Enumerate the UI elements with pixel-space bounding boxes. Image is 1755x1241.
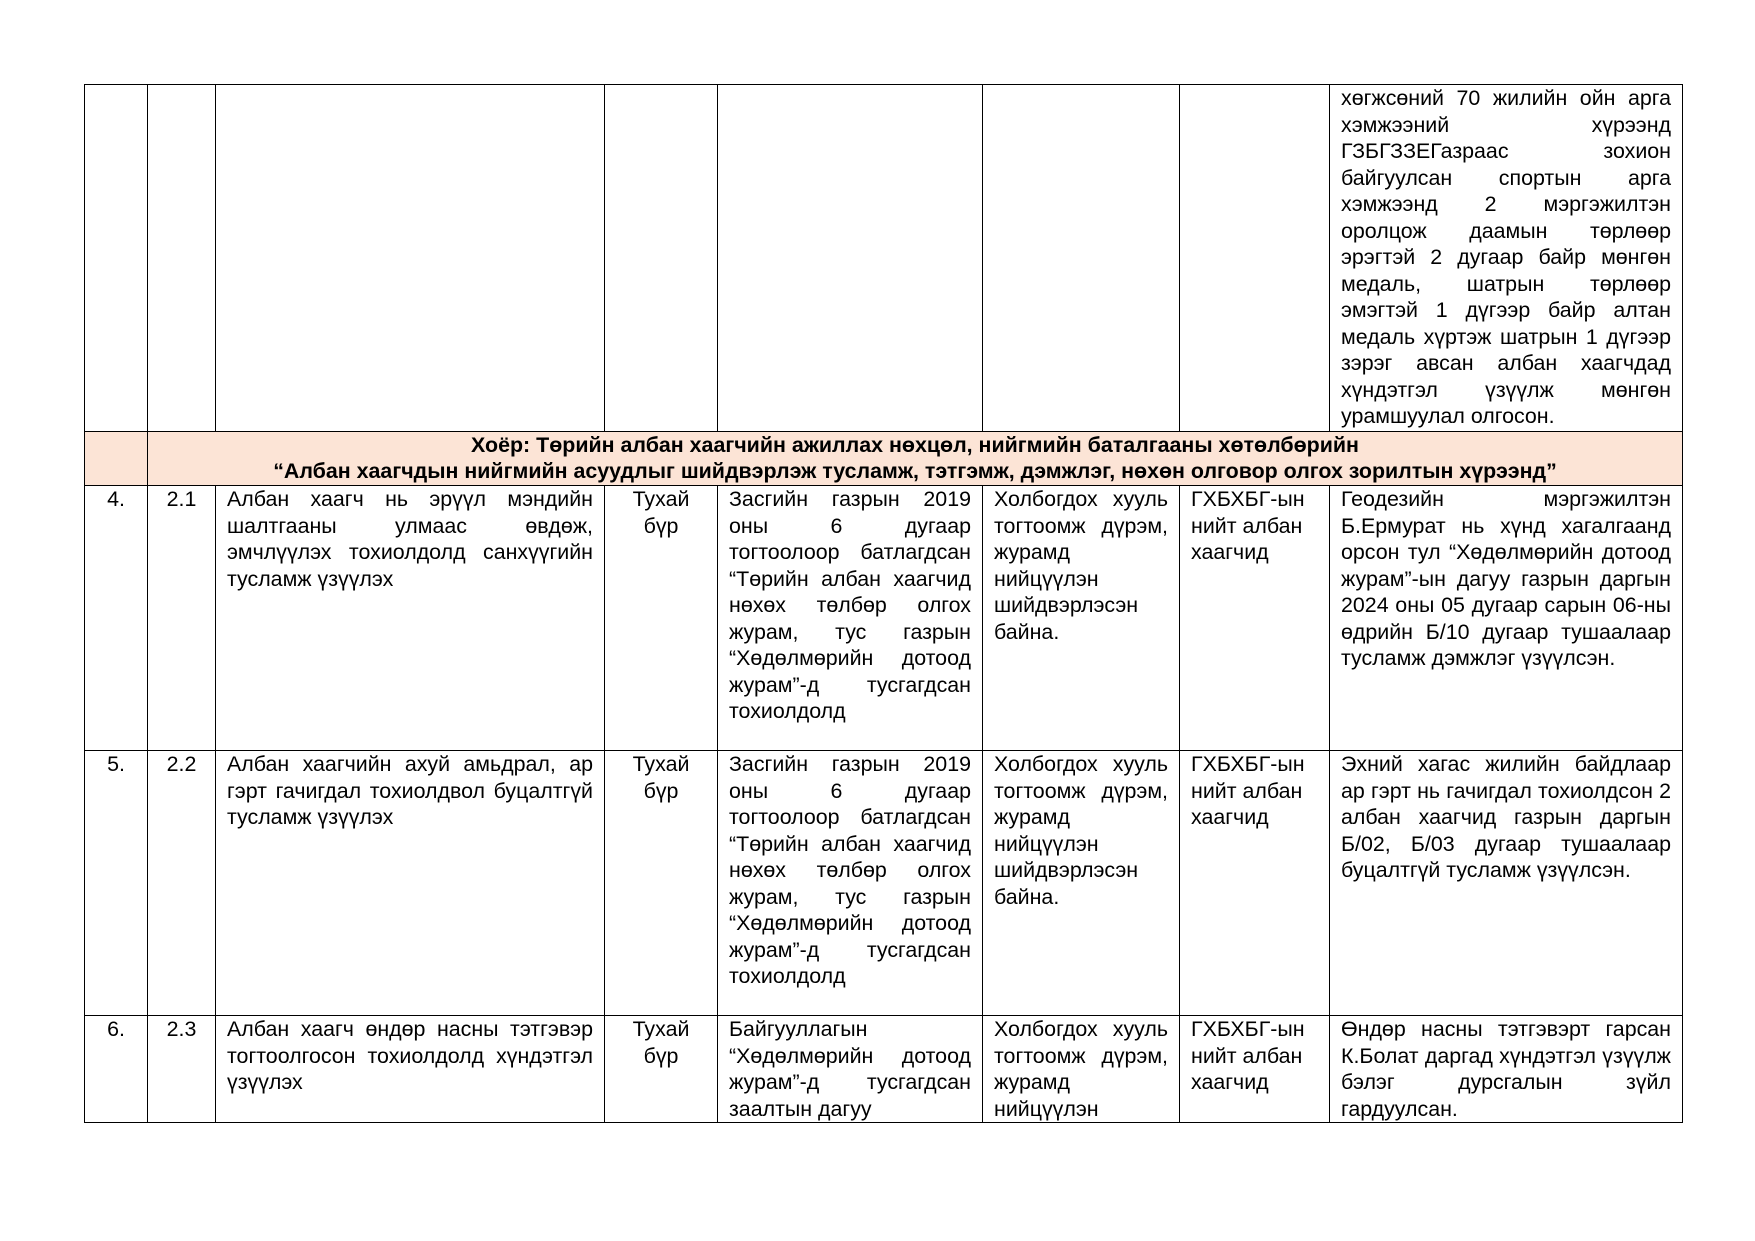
indicator-cell: Холбогдох хууль тогтоомж дүрэм, журамд нийцүүлэн шийдвэрлэсэн байна. (983, 486, 1180, 751)
activity-cell: Албан хаагч өндөр насны тэтгэвэр тогтоолгосон тохиолдолд хүндэтгэл үзүүлэх (216, 1016, 605, 1123)
indicator-cell: Холбогдох хууль тогтоомж дүрэм, журамд нийцүүлэн (983, 1016, 1180, 1123)
responsible-cell: ГХБХБГ-ын нийт албан хаагчид (1180, 486, 1330, 751)
basis-cell (718, 85, 983, 432)
basis-cell: Засгийн газрын 2019 оны 6 дугаар тогтоолоор батлагдсан “Төрийн албан хаагчид нөхөх төлбөр олгох журам, тус газрын “Хөдөлмөрийн дотоод журам”-д тусгагдсан тохиолдолд (718, 751, 983, 1016)
plan-report-table (84, 84, 1683, 1123)
indicator-cell (983, 85, 1180, 432)
section-title-line2: “Албан хаагчдын нийгмийн асуудлыг шийдвэрлэж тусламж, тэтгэмж, дэмжлэг, нөхөн олговор олгох зорилтын хүрээнд” (273, 459, 1557, 483)
period-cell (605, 85, 718, 432)
num-cell: 4. (85, 486, 148, 751)
table-row (85, 1016, 1683, 1123)
section-blank-cell (85, 432, 148, 486)
code-cell: 2.2 (148, 751, 216, 1016)
indicator-cell: Холбогдох хууль тогтоомж дүрэм, журамд нийцүүлэн шийдвэрлэсэн байна. (983, 751, 1180, 1016)
num-cell: 6. (85, 1016, 148, 1123)
result-cell: Геодезийн мэргэжилтэн Б.Ермурат нь хүнд хагалгаанд орсон тул “Хөдөлмөрийн дотоод журам”-ын дагуу газрын даргын 2024 оны 05 дугаар сарын 06-ны өдрийн Б/10 дугаар тушаалаар тусламж дэмжлэг үзүүлсэн. (1330, 486, 1683, 751)
period-cell: Тухай бүр (605, 1016, 718, 1123)
result-cell: Эхний хагас жилийн байдлаар ар гэрт нь гачигдал тохиолдсон 2 албан хаагчид газрын даргын Б/02, Б/03 дугаар тушаалаар буцалтгүй тусламж үзүүлсэн. (1330, 751, 1683, 1016)
num-cell (85, 85, 148, 432)
num-cell: 5. (85, 751, 148, 1016)
activity-cell: Албан хаагч нь эрүүл мэндийн шалтгааны улмаас өвдөж, эмчлүүлэх тохиолдолд санхүүгийн тусламж үзүүлэх (216, 486, 605, 751)
result-cell: хөгжсөний 70 жилийн ойн арга хэмжээний хүрээнд ГЗБГЗЗЕГазраас зохион байгуулсан спортын арга хэмжээнд 2 мэргэжилтэн оролцож даамын төрлөөр эрэгтэй 2 дугаар байр мөнгөн медаль, шатрын төрлөөр эмэгтэй 1 дүгээр байр алтан медаль хүртэж шатрын 1 дүгээр зэрэг авсан албан хаагчдад хүндэтгэл үзүүлж мөнгөн урамшуулал олгосон. (1330, 85, 1683, 432)
section-title-line1: Хоёр: Төрийн албан хаагчийн ажиллах нөхцөл, нийгмийн баталгааны хөтөлбөрийн (471, 433, 1359, 457)
period-cell: Тухай бүр (605, 751, 718, 1016)
basis-cell: Засгийн газрын 2019 оны 6 дугаар тогтоолоор батлагдсан “Төрийн албан хаагчид нөхөх төлбөр олгох журам, тус газрын “Хөдөлмөрийн дотоод журам”-д тусгагдсан тохиолдолд (718, 486, 983, 751)
activity-cell: Албан хаагчийн ахуй амьдрал, ар гэрт гачигдал тохиолдвол буцалтгүй тусламж үзүүлэх (216, 751, 605, 1016)
code-cell (148, 85, 216, 432)
table-row (85, 486, 1683, 751)
table-row (85, 751, 1683, 1016)
responsible-cell (1180, 85, 1330, 432)
code-cell: 2.1 (148, 486, 216, 751)
code-cell: 2.3 (148, 1016, 216, 1123)
responsible-cell: ГХБХБГ-ын нийт албан хаагчид (1180, 751, 1330, 1016)
responsible-cell: ГХБХБГ-ын нийт албан хаагчид (1180, 1016, 1330, 1123)
result-cell: Өндөр насны тэтгэвэрт гарсан К.Болат даргад хүндэтгэл үзүүлж бэлэг дурсгалын зүйл гардуулсан. (1330, 1016, 1683, 1123)
period-cell: Тухай бүр (605, 486, 718, 751)
basis-cell: Байгууллагын “Хөдөлмөрийн дотоод журам”-д тусгагдсан заалтын дагуу (718, 1016, 983, 1123)
section-title-cell (148, 432, 1683, 486)
section-header-row (85, 432, 1683, 486)
activity-cell (216, 85, 605, 432)
table-row (85, 85, 1683, 432)
